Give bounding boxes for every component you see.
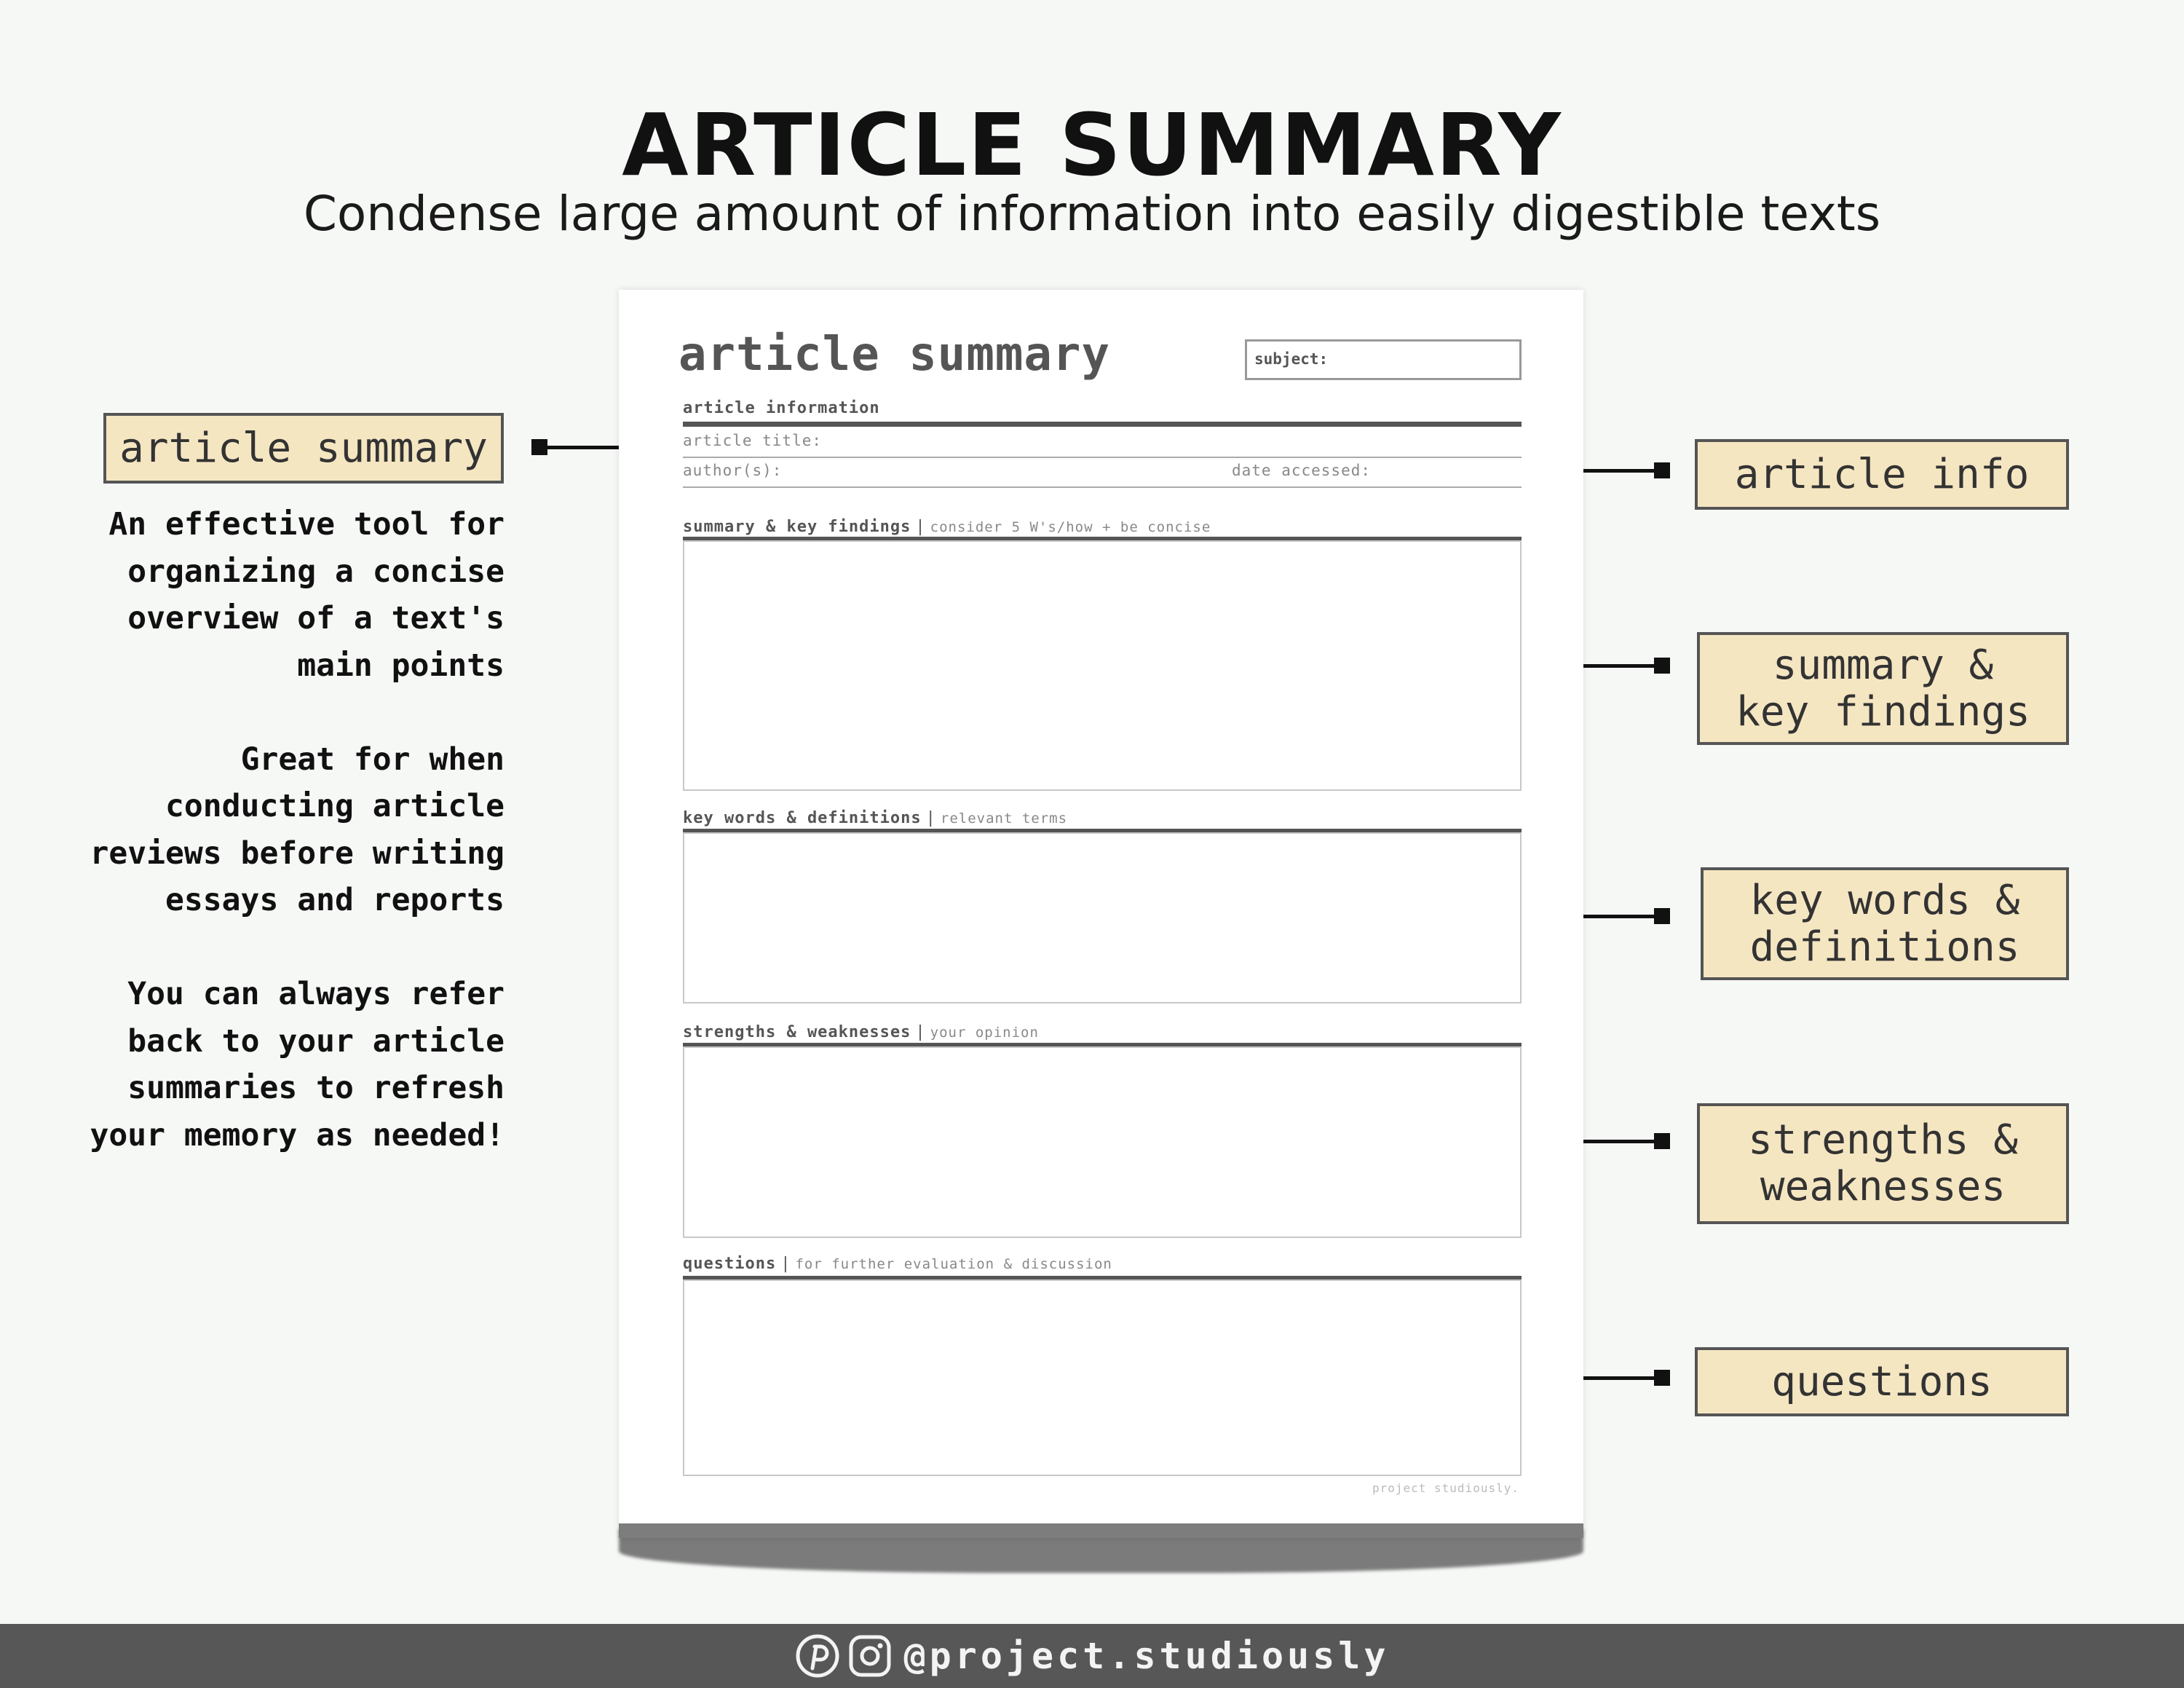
connector-questions — [1583, 1376, 1667, 1380]
connector-dot — [531, 439, 547, 455]
subject-field — [1245, 339, 1522, 380]
connector-dot — [1654, 1370, 1670, 1386]
keywords-box — [683, 832, 1522, 1003]
callout-article-info-text: article info — [1734, 450, 2030, 498]
callout-keywords-text: key words & definitions — [1749, 876, 2020, 971]
article-title-label: article title: — [683, 432, 823, 449]
connector-dot — [1654, 462, 1670, 478]
summary-box — [683, 540, 1522, 791]
strengths-separator: | — [915, 1023, 926, 1041]
connector-summary — [1583, 664, 1667, 668]
left-label-article-summary — [103, 413, 504, 484]
questions-separator: | — [780, 1255, 791, 1273]
pinterest-icon[interactable] — [795, 1633, 840, 1679]
keywords-heading-text: key words & definitions — [683, 809, 922, 827]
keywords-separator: | — [925, 809, 936, 827]
strengths-box — [683, 1046, 1522, 1238]
left-description — [44, 501, 505, 1206]
worksheet-title: article summary — [678, 328, 1110, 382]
summary-separator: | — [915, 518, 926, 536]
connector-left — [531, 446, 619, 449]
strengths-heading — [683, 1023, 1039, 1041]
date-accessed-label: date accessed: — [1232, 462, 1372, 479]
callout-article-info — [1695, 439, 2069, 510]
summary-heading — [683, 518, 1211, 536]
callout-keywords — [1701, 867, 2069, 980]
connector-keywords — [1583, 915, 1667, 918]
social-handle[interactable]: @project.studiously — [903, 1635, 1390, 1677]
article-title-line — [683, 457, 1522, 458]
article-info-heading — [683, 399, 880, 417]
questions-heading — [683, 1255, 1112, 1273]
authors-line — [683, 486, 1522, 488]
page-title: ARTICLE SUMMARY — [622, 95, 1562, 195]
authors-label: author(s): — [683, 462, 783, 479]
callout-strengths-text: strengths & weaknesses — [1748, 1116, 2018, 1210]
instagram-icon[interactable] — [847, 1633, 893, 1679]
questions-heading-text: questions — [683, 1255, 777, 1273]
connector-dot — [1654, 908, 1670, 924]
subject-label: subject: — [1254, 350, 1329, 368]
questions-hint: for further evaluation & discussion — [795, 1256, 1112, 1272]
strengths-heading-text: strengths & weaknesses — [683, 1023, 911, 1041]
callout-summary-text: summary & key findings — [1736, 641, 2030, 735]
summary-hint: consider 5 W's/how + be concise — [930, 519, 1211, 535]
page-subtitle: Condense large amount of information into easily digestible texts — [303, 186, 1881, 242]
keywords-hint: relevant terms — [940, 811, 1068, 827]
keywords-heading — [683, 809, 1067, 827]
callout-strengths — [1697, 1103, 2069, 1224]
callout-questions — [1695, 1347, 2069, 1416]
description-paragraph-1: An effective tool for organizing a concise overview of a text's main points — [108, 506, 505, 684]
worksheet-page — [619, 290, 1583, 1538]
sheet-bottom-edge — [619, 1523, 1583, 1538]
article-info-heading-text: article information — [683, 399, 880, 417]
article-info-rule — [683, 422, 1522, 427]
connector-article-info — [1583, 469, 1667, 473]
connector-strengths — [1583, 1140, 1667, 1143]
left-label-text: article summary — [119, 425, 488, 472]
connector-dot — [1654, 1133, 1670, 1149]
connector-dot — [1654, 658, 1670, 674]
callout-summary — [1697, 632, 2069, 745]
worksheet-watermark: project studiously. — [1372, 1481, 1519, 1495]
description-paragraph-3: You can always refer back to your article summaries to refresh your memory as needed! — [90, 976, 505, 1153]
description-paragraph-2: Great for when conducting article reviews before writing essays and reports — [90, 741, 505, 918]
callout-questions-text: questions — [1771, 1357, 1993, 1405]
summary-heading-text: summary & key findings — [683, 518, 911, 536]
footer-bar — [0, 1624, 2184, 1688]
questions-box — [683, 1279, 1522, 1476]
strengths-hint: your opinion — [930, 1025, 1039, 1041]
